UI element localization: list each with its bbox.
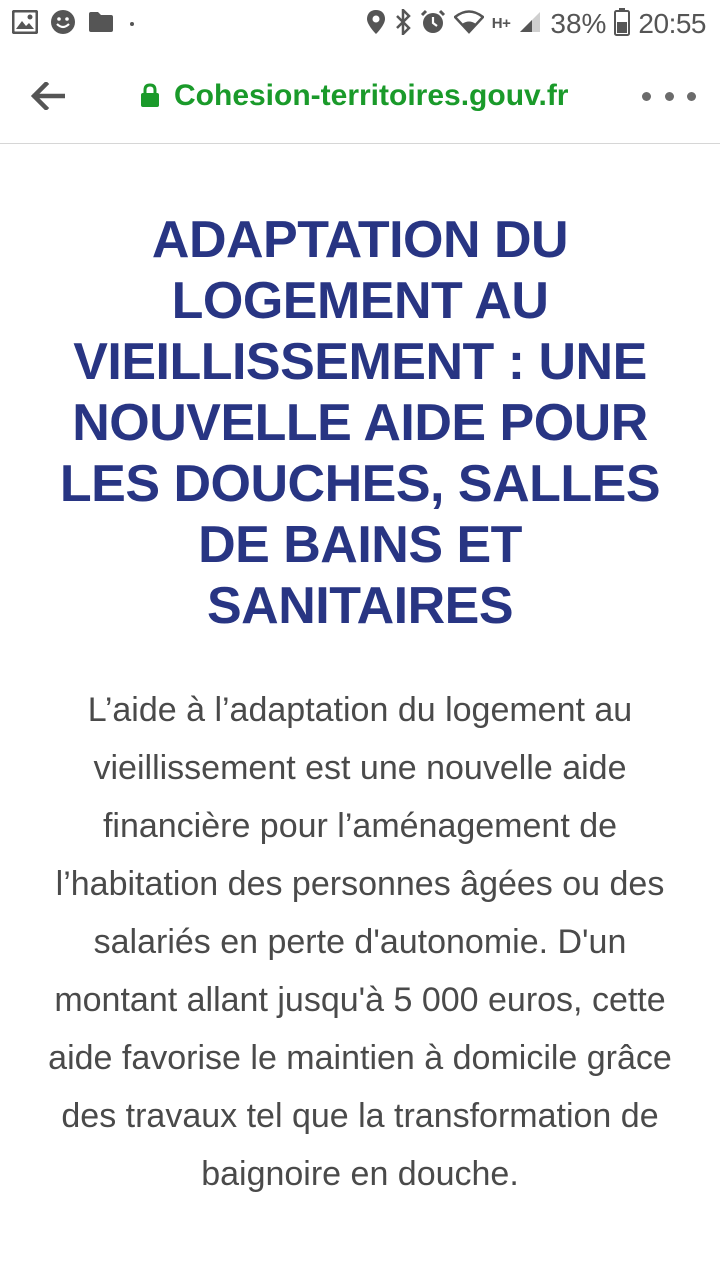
bluetooth-icon bbox=[394, 9, 412, 40]
folder-icon bbox=[88, 11, 114, 38]
alarm-icon bbox=[420, 9, 446, 40]
battery-percent: 38% bbox=[550, 8, 607, 39]
url-text[interactable]: Cohesion-territoires.gouv.fr bbox=[174, 79, 569, 112]
network-type: H+ bbox=[491, 15, 511, 32]
location-icon bbox=[366, 9, 386, 40]
status-bar bbox=[0, 0, 720, 48]
article bbox=[0, 144, 720, 1280]
article-headline: ADAPTATION DU LOGEMENT AU VIEILLISSEMENT : UNE NOUVELLE AIDE POUR LES DOUCHES, SALLES DE BAINS ET SANITAIRES bbox=[59, 211, 661, 635]
back-arrow-icon bbox=[31, 82, 65, 110]
smiley-icon bbox=[50, 9, 76, 40]
url-bar[interactable] bbox=[140, 48, 590, 144]
more-options-button[interactable] bbox=[642, 72, 696, 120]
browser-toolbar bbox=[0, 48, 720, 144]
lock-icon bbox=[140, 83, 160, 109]
signal-icon bbox=[518, 10, 542, 39]
back-button[interactable] bbox=[24, 72, 72, 120]
battery-icon bbox=[614, 8, 630, 41]
status-right bbox=[358, 8, 706, 41]
status-left bbox=[12, 9, 146, 40]
more-options-icon-dot bbox=[687, 92, 696, 101]
clock: 20:55 bbox=[638, 8, 706, 39]
notification-dot bbox=[130, 22, 134, 26]
wifi-icon bbox=[454, 10, 484, 39]
article-body: L’aide à l’adaptation du logement au vieillissement est une nouvelle aide financière pour l’aménagement de l’habitation des personnes âgées ou des salariés en perte d'autonomie. D'un montant allant jusqu'à 5 000 euros, cette aide favorise le maintien à domicile grâce des travaux tel que la transformation de baignoire en douche. bbox=[48, 691, 672, 1193]
more-options-icon-dot bbox=[665, 92, 674, 101]
more-options-icon-dot bbox=[642, 92, 651, 101]
image-icon bbox=[12, 10, 38, 39]
